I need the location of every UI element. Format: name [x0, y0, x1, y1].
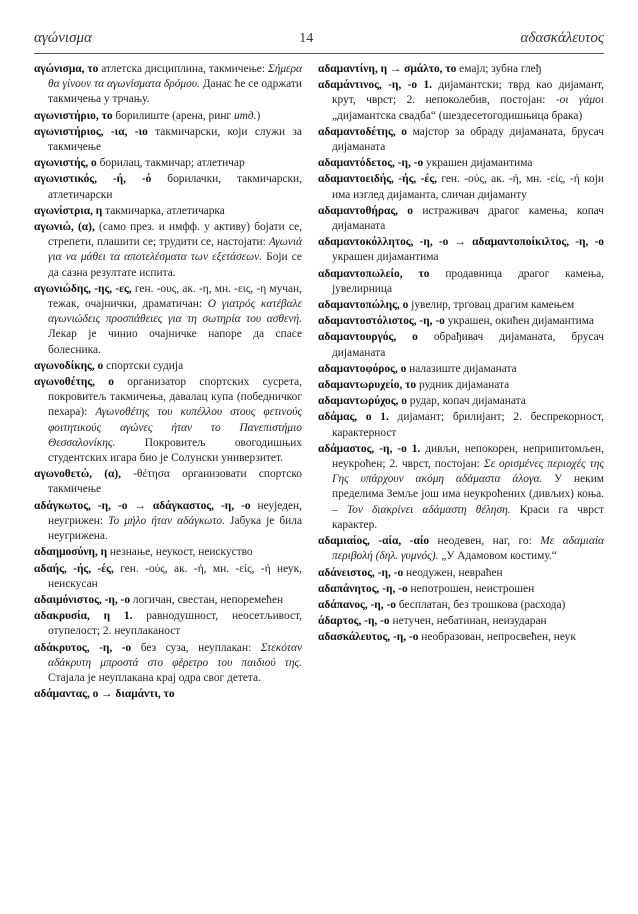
- dictionary-entry: [318, 534, 604, 564]
- entry-headword: αγωνιστής, ο: [34, 157, 97, 170]
- entry-example: Με αδαμιαία περιβολή (δηλ. γυμνός).: [332, 535, 604, 563]
- dictionary-entry: [318, 362, 604, 377]
- dictionary-entry: [318, 582, 604, 597]
- dictionary-entry: [318, 394, 604, 409]
- entry-headword: αδάνειστος, -η, -ο: [318, 566, 404, 579]
- entry-headword: αγωνοθετώ, (α),: [34, 468, 122, 481]
- dictionary-entry: [318, 235, 604, 265]
- entry-headword: αδαμαντίνη, η → σμάλτο, το: [318, 63, 457, 75]
- entry-headword: αδαμαντοδέτης, ο: [318, 125, 407, 138]
- entry-translation: Покровитељ овогодишњих студентских игара био је Солунски универзитет.: [48, 436, 302, 465]
- entry-headword: άδαρτος, -η, -ο: [318, 615, 390, 628]
- entry-definition: борилачки, такмичарски, атлетичарски: [48, 173, 302, 201]
- entry-translation: ): [256, 109, 261, 122]
- dictionary-entry: [34, 125, 302, 155]
- entry-definition: ген. -ούς, ак. -ή, мн. -είς, -ή неук, неискусан: [48, 562, 303, 590]
- dictionary-entry: [318, 204, 604, 234]
- entry-definition: неодужен, невраћен: [403, 566, 503, 579]
- entry-headword: αδαής, -ής, -ές,: [34, 562, 114, 575]
- entry-definition: обрађивач дијаманата, брусач дијаманата: [332, 331, 604, 359]
- entry-headword: αγωνιστήριο, το: [34, 109, 113, 122]
- dictionary-entry: [34, 467, 302, 497]
- dictionary-entry: [318, 330, 604, 360]
- entry-headword: αδαπάνητος, -η, -ο: [318, 582, 408, 595]
- entry-headword: αδασκάλευτος, -η, -ο: [318, 631, 419, 644]
- entry-translation: Јабука је била неугрижена.: [48, 514, 303, 543]
- entry-definition: бесплатан, без трошкова (расхода): [395, 598, 566, 611]
- entry-headword: αγωνιστήριος, -ια, -ιο: [34, 125, 148, 138]
- entry-definition: атлетска дисциплина, такмичење:: [98, 63, 268, 75]
- dictionary-entry: [318, 566, 604, 581]
- entry-definition: (само през. и имфф. у активу) бојати се, стрепети, плашити се; трудити се, настојати:: [48, 221, 302, 249]
- entry-example: Στεκόταν αδάκρυτη μπροστά στο φέρετρο του παιδιού της.: [48, 641, 303, 669]
- dictionary-entry: [318, 630, 604, 645]
- page-number: 14: [299, 31, 314, 46]
- entry-headword: αδαμαντωρύχος, ο: [318, 395, 407, 408]
- entry-translation: Краси га чврст карактер.: [332, 503, 605, 531]
- entry-definition: борилиште (арена, ринг: [112, 109, 234, 122]
- entry-definition: дијамантски; тврд као дијамант, крут, чврст; 2. непоколебив, постојан:: [332, 79, 605, 107]
- dictionary-entry: [318, 378, 604, 393]
- entry-definition: спортски судија: [103, 359, 184, 372]
- entry-headword: αδάπανος, -η, -ο: [318, 598, 396, 611]
- dictionary-entry: [318, 598, 604, 613]
- entry-definition: украшен дијамантима: [332, 251, 439, 264]
- entry-example: Τον διακρίνει αδάμαστη θέληση.: [346, 503, 511, 516]
- entry-translation: Боји се да сазна резултате испита.: [48, 251, 302, 279]
- entry-headword: αδαμαντοπωλείο, το: [318, 267, 430, 280]
- entry-headword: αδάμας, ο 1.: [318, 411, 389, 424]
- entry-example: Σήμερα θα γίνουν τα αγωνίσματα δρόμου.: [48, 63, 302, 91]
- entry-headword: αδαμαντοστόλιστος, -η, -ο: [318, 315, 445, 328]
- dictionary-entry: [318, 410, 604, 440]
- entry-example: Αγωνιά για να μάθει τα αποτελέσματα των εξετάσεων.: [48, 236, 302, 264]
- entry-headword: αγώνισμα, το: [34, 63, 99, 75]
- entry-example: Αγωνοθέτης του κυπέλλου στους φετινούς φοιτητικούς αγώνες ήταν το Πανεπιστήμιο Θεσσαλονίκης.: [48, 406, 302, 449]
- dictionary-entry: [34, 172, 302, 202]
- entry-translation: Лекар је чинио очајничке напоре да спасе болесника.: [48, 328, 302, 356]
- entry-definition: неуједен, неугрижен:: [48, 499, 302, 527]
- entry-definition: украшен дијамантима: [423, 157, 533, 170]
- dictionary-entry: [318, 442, 604, 533]
- entry-example: Σε ορισμένες περιοχές της Γης υπάρχουν ακόμη αδάμαστα άλογα.: [332, 458, 604, 486]
- entry-headword: αδάγκωτος, -η, -ο → αδάγκαστος, -η, -ο: [34, 499, 251, 512]
- entry-definition: борилац, такмичар; атлетичар: [96, 157, 245, 170]
- entry-definition: ген. -ούς, ак. -ή, мн. -είς, -ή који има изглед дијаманта, сличан дијаманту: [332, 173, 604, 201]
- entry-definition: дијамант; брилијант; 2. беспрекорност, карактерност: [332, 411, 604, 439]
- entry-definition: незнање, неукост, неискуство: [107, 546, 253, 559]
- entry-definition: -θέτησα организовати спортско такмичење: [48, 468, 303, 496]
- dictionary-entry: [318, 298, 604, 313]
- dictionary-entry: [34, 609, 302, 639]
- header-rule: [34, 53, 604, 54]
- entry-headword: αδάμαστος, -η, -ο 1.: [318, 442, 421, 455]
- dictionary-entry: [34, 687, 302, 702]
- dictionary-entry: [34, 499, 302, 545]
- dictionary-entry: [34, 593, 302, 608]
- entry-translation: „У Адамовом костиму.“: [438, 550, 557, 563]
- entry-headword: αγωνιστικός, -ή, -ό: [34, 173, 152, 186]
- entry-definition: такмичарски, који служи за такмичење: [48, 125, 302, 154]
- left-column: [34, 62, 302, 703]
- entry-translation: „дијамантска свадба“ (шездесетогодишњица брака): [332, 109, 583, 122]
- entry-headword: αδαμαντοθήρας, ο: [318, 204, 414, 217]
- entry-headword: αδαμαντοειδής, -ής, -ές,: [318, 173, 437, 186]
- entry-headword: αδαμάντινος, -η, -ο 1.: [318, 79, 432, 92]
- entry-example: итд.: [233, 109, 257, 122]
- right-column: [318, 62, 604, 647]
- dictionary-entry: [34, 545, 302, 560]
- entry-headword: αδαμαντωρυχείο, το: [318, 379, 417, 392]
- entry-translation: У неким пределима Земље још има неукроћених (дивљих) коња. –: [332, 473, 604, 516]
- dictionary-entry: [34, 204, 302, 219]
- entry-definition: украшен, окићен дијамантима: [444, 315, 594, 328]
- dictionary-entry: [318, 125, 604, 155]
- dictionary-entry: [34, 62, 302, 108]
- entry-headword: αδαμαντοπώλης, ο: [318, 299, 409, 312]
- dictionary-entry: [34, 156, 302, 171]
- dictionary-entry: [318, 78, 604, 124]
- dictionary-entry: [318, 62, 604, 77]
- dictionary-entry: [34, 282, 302, 358]
- entry-headword: αδαμαντουργός, ο: [318, 331, 418, 344]
- entry-example: Το μήλο ήταν αδάγκωτο.: [108, 514, 225, 527]
- entry-headword: αγωνίστρια, η: [34, 204, 103, 217]
- entry-headword: αγωνιώδης, -ης, -ες,: [34, 282, 132, 295]
- entry-headword: αδαμαντόδετος, -η, -ο: [318, 157, 424, 170]
- dictionary-entry: [34, 220, 302, 281]
- entry-definition: логичан, свестан, непоремећен: [130, 593, 284, 606]
- entry-definition: без суза, неуплакан:: [131, 641, 261, 654]
- entry-definition: јувелир, трговац драгим камењем: [408, 299, 575, 312]
- entry-translation: Данас ће се одржати такмичења у трчању.: [48, 78, 302, 106]
- entry-definition: равнодушност, неосетљивост, отупелост; 2. неуплаканост: [48, 610, 302, 638]
- page-header: [34, 30, 604, 52]
- entry-translation: Стајала је неуплакана крај одра свог детета.: [48, 671, 261, 684]
- dictionary-entry: [34, 562, 302, 592]
- entry-headword: αδακρυσία, η 1.: [34, 610, 133, 623]
- dictionary-entry: [318, 267, 604, 297]
- entry-definition: продавница драгог камења, јувелирница: [332, 267, 604, 295]
- entry-definition: организатор спортских сусрета, покровитељ такмичења, давалац купа (победничког пехара):: [48, 376, 302, 419]
- entry-definition: нетучен, небатинан, неизударан: [389, 615, 547, 628]
- entry-example: -οι γάμοι: [555, 94, 605, 107]
- entry-definition: ген. -ους, ак. -η, мн. -εις, -η мучан, тежак, очајнички, драматичан:: [48, 282, 303, 311]
- dictionary-entry: [34, 641, 302, 687]
- entry-definition: рудник дијаманата: [416, 379, 510, 392]
- entry-definition: налазиште дијаманата: [406, 362, 517, 375]
- running-head-right: αδασκάλευτος: [520, 30, 604, 46]
- entry-headword: αδαιμόνιστος, -η, -ο: [34, 593, 131, 606]
- dictionary-entry: [34, 359, 302, 374]
- running-head-left: αγώνισμα: [34, 30, 92, 46]
- entry-definition: необразован, непросвећен, неук: [418, 631, 576, 644]
- dictionary-entry: [34, 109, 302, 124]
- dictionary-entry: [318, 156, 604, 171]
- entry-definition: дивљи, непокорен, неприпитомљен, неукроћен; 2. чврст, постојан:: [332, 442, 604, 471]
- entry-definition: емајл; зубна глеђ: [456, 63, 542, 75]
- entry-headword: αγωνοθέτης, ο: [34, 376, 114, 389]
- entry-headword: αδαμιαίος, -αία, -αίο: [318, 535, 430, 548]
- dictionary-entry: [318, 314, 604, 329]
- entry-definition: непотрошен, неистрошен: [407, 582, 535, 595]
- entry-headword: αδάκρυτος, -η, -ο: [34, 641, 132, 654]
- entry-definition: мајстор за обраду дијаманата, брусач дијаманата: [332, 125, 604, 154]
- entry-definition: истраживач драгог камења, копач дијаманата: [332, 204, 604, 233]
- entry-headword: αδαημοσύνη, η: [34, 546, 108, 559]
- dictionary-entry: [34, 375, 302, 466]
- entry-definition: рудар, копач дијаманата: [406, 395, 526, 408]
- entry-headword: αδάμαντας, ο → διαμάντι, το: [34, 688, 175, 701]
- entry-headword: αδαμαντοφόρος, ο: [318, 362, 407, 375]
- dictionary-entry: [318, 172, 604, 202]
- entry-definition: неодевен, наг, го:: [429, 535, 541, 548]
- entry-example: Ο γιατρός κατέβαλε αγωνιώδεις προσπάθειες για τη σωτηρία του ασθενή.: [48, 298, 303, 326]
- entry-definition: такмичарка, атлетичарка: [102, 204, 225, 217]
- entry-headword: αγωνοδίκης, ο: [34, 359, 104, 372]
- dictionary-entry: [318, 614, 604, 629]
- entry-headword: αγωνιώ, (α),: [34, 221, 95, 234]
- entry-headword: αδαμαντοκόλλητος, -η, -ο → αδαμαντοποίκιλτος, -η, -ο: [318, 236, 604, 249]
